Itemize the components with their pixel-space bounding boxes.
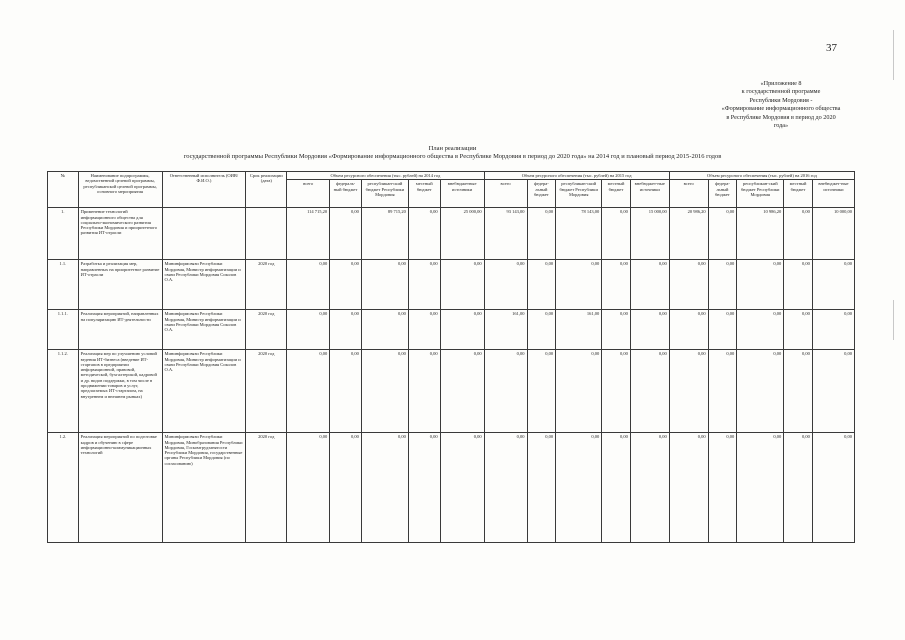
subheader-cell: всего	[287, 180, 330, 208]
row-value: 161,00	[484, 310, 527, 350]
header-group-2014: Объем ресурсного обеспечения (тыс. рублей) на 2014 год	[287, 172, 484, 180]
row-value: 78 143,00	[556, 208, 602, 260]
row-value: 0,00	[708, 350, 737, 433]
appendix-line: «Формирование информационного общества	[721, 105, 841, 113]
row-value: 0,00	[440, 350, 484, 433]
row-term	[246, 208, 287, 260]
row-value: 0,00	[812, 350, 854, 433]
row-value: 0,00	[630, 310, 669, 350]
row-value: 0,00	[556, 260, 602, 310]
row-name: Разработка и реализация мер, направленных на приоритетное развитие ИТ-отрасли	[78, 260, 162, 310]
row-value: 0,00	[737, 433, 784, 543]
subheader-cell: федера-льный бюджет	[527, 180, 556, 208]
row-value: 0,00	[708, 310, 737, 350]
appendix-note	[690, 80, 872, 130]
row-responsible	[162, 208, 246, 260]
row-value: 25 000,00	[440, 208, 484, 260]
row-name: Реализация мер по улучшению условий ведения ИТ-бизнеса (введение ИТ-стартапов в предприятии информационной, правовой, методической, бухгалтерской, кадровой и др. видов поддержки, в том числе в продвижении товаров и услуг, предлагаемых ИТ-стартапом, на внутреннем и внешнем рынках)	[78, 350, 162, 433]
row-value: 0,00	[361, 433, 408, 543]
row-value: 0,00	[408, 350, 440, 433]
row-value: 0,00	[784, 208, 813, 260]
row-value: 0,00	[330, 208, 362, 260]
row-value: 0,00	[737, 350, 784, 433]
row-name: Реализация мероприятий, направленных на популяризацию ИТ-деятельности	[78, 310, 162, 350]
row-value: 0,00	[527, 260, 556, 310]
row-value: 0,00	[330, 310, 362, 350]
row-number: 1.	[48, 208, 79, 260]
row-value: 0,00	[527, 433, 556, 543]
row-value: 10 000,00	[812, 208, 854, 260]
row-value: 0,00	[287, 310, 330, 350]
row-responsible: Мининформсвязи Республики Мордовия, Министр информатизации и связи Республики Мордовия Соколов О.А.	[162, 260, 246, 310]
row-value: 0,00	[527, 208, 556, 260]
row-number: 1.1.2.	[48, 350, 79, 433]
row-value: 0,00	[330, 260, 362, 310]
row-responsible: Мининформсвязи Республики Мордовия, Министр информатизации и связи Республики Мордовия Соколов О.А.	[162, 310, 246, 350]
row-value: 0,00	[784, 433, 813, 543]
subheader-cell: республикан-ский бюджет Республики Мордовия	[361, 180, 408, 208]
row-value: 0,00	[669, 260, 708, 310]
row-term: 2020 год	[246, 350, 287, 433]
row-term: 2020 год	[246, 260, 287, 310]
subheader-cell: всего	[484, 180, 527, 208]
header-group-2016: Объем ресурсного обеспечения (тыс. рублей) на 2016 год	[669, 172, 854, 180]
header-name: Наименование подпрограммы, ведомственной целевой программы, республиканской целевой программы, основного мероприятия	[78, 172, 162, 208]
subheader-cell: республикан-ский бюджет Республики Мордовия	[737, 180, 784, 208]
appendix-line: к государственной программе	[741, 88, 821, 96]
scan-edge-mark	[893, 30, 894, 80]
row-value: 0,00	[484, 433, 527, 543]
row-value: 161,00	[556, 310, 602, 350]
row-value: 0,00	[812, 433, 854, 543]
plan-table	[47, 171, 855, 543]
row-value: 0,00	[669, 350, 708, 433]
subheader-cell: федераль-ный бюджет	[330, 180, 362, 208]
table-row	[48, 208, 855, 260]
row-value: 93 143,00	[484, 208, 527, 260]
row-value: 0,00	[784, 260, 813, 310]
row-value: 0,00	[527, 350, 556, 433]
document-subtitle: государственной программы Республики Мордовия «Формирование информационного общества в Республике Мордовия в период до 2020 года» на 2014 год и плановый период 2015-2016 годов	[183, 153, 722, 160]
table-row	[48, 260, 855, 310]
row-value: 0,00	[440, 260, 484, 310]
row-name: Применение технологий информационного общества для социально-экономического развития Республики Мордовия и приоритетного развития ИТ-отрасли	[78, 208, 162, 260]
subheader-cell: республикан-ский бюджет Республики Мордовия	[556, 180, 602, 208]
row-value: 0,00	[708, 260, 737, 310]
row-value: 0,00	[737, 310, 784, 350]
row-number: 1.1.	[48, 260, 79, 310]
row-value: 0,00	[527, 310, 556, 350]
row-value: 0,00	[287, 433, 330, 543]
row-value: 0,00	[602, 260, 631, 310]
row-value: 0,00	[440, 310, 484, 350]
row-value: 20 986,20	[669, 208, 708, 260]
row-value: 0,00	[408, 433, 440, 543]
table-row	[48, 350, 855, 433]
row-value: 0,00	[484, 260, 527, 310]
row-value: 0,00	[408, 310, 440, 350]
appendix-line: Республики Мордовия -	[749, 96, 813, 104]
table-row	[48, 310, 855, 350]
row-value: 0,00	[361, 260, 408, 310]
row-name: Реализация мероприятий по подготовке кадров и обучению в сфере информационно-коммуникационных технологий	[78, 433, 162, 543]
row-value: 15 000,00	[630, 208, 669, 260]
row-value: 0,00	[630, 350, 669, 433]
subheader-cell: внебюджет-ные источники	[812, 180, 854, 208]
page-number: 37	[826, 42, 837, 54]
header-responsible: Ответственный исполнитель (ОИВ/Ф.И.О.)	[162, 172, 246, 208]
row-term: 2020 год	[246, 310, 287, 350]
row-value: 0,00	[630, 433, 669, 543]
subheader-cell: федера-льный бюджет	[708, 180, 737, 208]
row-value: 0,00	[408, 208, 440, 260]
row-value: 0,00	[630, 260, 669, 310]
row-value: 0,00	[708, 208, 737, 260]
row-value: 0,00	[708, 433, 737, 543]
row-value: 0,00	[602, 433, 631, 543]
appendix-line: «Приложение 8	[760, 80, 802, 87]
row-value: 10 986,20	[737, 208, 784, 260]
document-title: План реализации	[428, 145, 477, 152]
row-term: 2020 год	[246, 433, 287, 543]
row-value: 0,00	[784, 350, 813, 433]
header-num: №	[48, 172, 79, 208]
header-term: Срок реализации (дата)	[246, 172, 287, 208]
row-value: 0,00	[602, 310, 631, 350]
row-value: 114 715,20	[287, 208, 330, 260]
appendix-line: в Республике Мордовия в период до 2020	[726, 113, 836, 121]
row-value: 0,00	[287, 260, 330, 310]
row-value: 0,00	[669, 433, 708, 543]
row-value: 0,00	[784, 310, 813, 350]
subheader-cell: внебюджетные источники	[440, 180, 484, 208]
row-responsible: Мининформсвязи Республики Мордовия, Минобразования Республики Мордовия, Госкомтрудзанятости Республики Мордовия, государственные органы Республики Мордовия (по согласованию)	[162, 433, 246, 543]
row-value: 0,00	[556, 350, 602, 433]
subheader-cell: всего	[669, 180, 708, 208]
subheader-cell: внебюджет-ные источники	[630, 180, 669, 208]
row-value: 0,00	[287, 350, 330, 433]
row-value: 0,00	[669, 310, 708, 350]
row-responsible: Мининформсвязи Республики Мордовия, Министр информатизации и связи Республики Мордовия Соколов О.А.	[162, 350, 246, 433]
row-value: 0,00	[408, 260, 440, 310]
row-value: 0,00	[812, 310, 854, 350]
subheader-cell: местный бюджет	[784, 180, 813, 208]
row-value: 0,00	[361, 350, 408, 433]
subheader-cell: местный бюджет	[408, 180, 440, 208]
row-value: 0,00	[737, 260, 784, 310]
row-value: 0,00	[361, 310, 408, 350]
header-group-2015: Объем ресурсного обеспечения (тыс. рублей) на 2015 год	[484, 172, 669, 180]
appendix-line: года»	[773, 122, 789, 130]
row-value: 89 715,20	[361, 208, 408, 260]
row-value: 0,00	[330, 350, 362, 433]
scan-edge-mark	[893, 300, 894, 340]
row-number: 1.1.1.	[48, 310, 79, 350]
row-number: 1.2.	[48, 433, 79, 543]
row-value: 0,00	[812, 260, 854, 310]
subheader-cell: местный бюджет	[602, 180, 631, 208]
row-value: 0,00	[602, 208, 631, 260]
table-row	[48, 433, 855, 543]
row-value: 0,00	[602, 350, 631, 433]
row-value: 0,00	[556, 433, 602, 543]
row-value: 0,00	[330, 433, 362, 543]
row-value: 0,00	[484, 350, 527, 433]
row-value: 0,00	[440, 433, 484, 543]
